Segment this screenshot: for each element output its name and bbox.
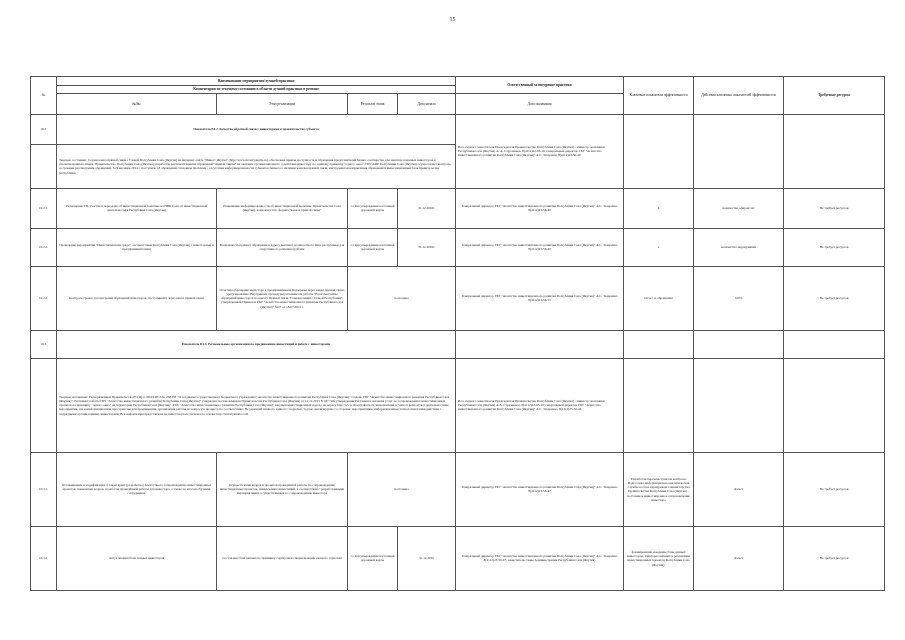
comment-row xyxy=(31,358,885,452)
stage-responsible: Генеральный директор ГБУ "Агентство инвестиционного развития Республики Саха (Якутия)" А.С. Захаренко 8(4112)23-56-51 xyxy=(456,266,624,330)
resources: Не требует ресурсов xyxy=(784,266,885,330)
kpi-value: формирование и ведение базы данных инвесторов, заинтересованных в реализации инвестиционных проектов Республики Саха (Якутия). xyxy=(624,526,694,590)
header-start-date: Дата начала xyxy=(398,94,456,115)
start-date: постоянно xyxy=(348,266,456,330)
stage-responsible: Генеральный директор ГБУ "Агентство инвестиционного развития Республики Саха (Якутия)" А.С. Захаренко 8(4112)23-56-47, заместитель главы Администрации Республики Саха (Якутия) xyxy=(456,526,624,590)
kpi-value: Отчет за обращения xyxy=(624,266,694,330)
actual-kpi: Да/нет xyxy=(694,452,784,526)
stage-result: Возможность прямого обращения к адресу высшего должностного лица республики для оперативного решения проблем xyxy=(217,228,348,266)
header-actual-kpi: Действия ключевых показателей эффективности xyxy=(694,77,784,115)
current-state-comment: Текущее состояние: Создан канал прямой связи с Главой Республики Саха (Якутия) на интернет-сайте "Инвест Якутия" (http://www.investyakutia.ru), обеспечена прямая доступность и обращения представителей бизнес-сообщества для заинтересованных инвесторов к уполномоченным лицам. Правительство Республики Саха (Якутия) разработан регламент приема обращений "прямой линии" на оказание организационного содействия инвестору по единому принципу "одного окна". ГБУ АИР Республики Саха (Якутия) осуществляет контроль за сроками рассмотрения обращений. За 9 месяцев 2014 г. поступило 18 обращений. Основная проблема - отсутствие информированности субъектов бизнеса о наличии каналов прямой связи, инструментов направления обращений в инвестиционный блок правительства республики. xyxy=(57,144,456,188)
start-date: со дня утверждения настоящей дорожной карты xyxy=(348,228,398,266)
stage-name: Отслеживание и модификация, а также аудит (разработка) Агентства по сопровождению инвестиционных проектов, повышение кадров, по итогам проведённой работы для инвестора, а также по итогам обучения сотрудников. xyxy=(57,452,217,526)
stage-responsible: Генеральный директор ГБУ "Агентство инвестиционного развития Республики Саха (Якутия)" А.С. Захаренко 8(4112)23-56-40 xyxy=(456,188,624,228)
row-id: 10.2.2. xyxy=(31,228,57,266)
header-event-name: Наименование мероприятия/лучшей практики xyxy=(57,77,456,86)
actual-kpi: количество эфиров/лет xyxy=(694,188,784,228)
row-id: 10.3. xyxy=(31,330,57,358)
stage-result: Повышение информированности об инвестиционной политике Правительства Саха (Якутия), возможностях, формах "канала прямой связи" xyxy=(217,188,348,228)
section-row xyxy=(31,330,885,358)
page-number: 15 xyxy=(449,17,456,23)
stage-name: Актуализация базы данных инвесторов xyxy=(57,526,217,590)
kpi-value: 1 xyxy=(624,228,694,266)
start-date: со дня утверждения настоящей дорожной карты xyxy=(348,526,398,590)
header-responsible: Ответственный за внедрение практики xyxy=(456,77,624,94)
kpi-value: 4 xyxy=(624,188,694,228)
actual-kpi: количество мероприятий xyxy=(694,228,784,266)
resources: Не требует ресурсов xyxy=(784,452,885,526)
header-num: № xyxy=(31,77,57,115)
resources: Не требует ресурсов xyxy=(784,188,885,228)
header-resources: Требуемые ресурсы xyxy=(784,77,885,115)
header-stage-name: Этап реализации xyxy=(217,94,348,115)
row-id: 10.3.1. xyxy=(31,452,57,526)
section-row xyxy=(31,114,885,144)
row-id: 10.2.3. xyxy=(31,266,57,330)
start-date: постоянно xyxy=(348,452,456,526)
start-date: со дня утверждения настоящей дорожной карты xyxy=(348,188,398,228)
table-row xyxy=(31,228,885,266)
end-date: 31.12.2016г. xyxy=(398,188,456,228)
end-date: 31.12.2016 xyxy=(398,526,456,590)
header-stage-result: Результат этапа xyxy=(348,94,398,115)
section-responsible: Илл. первого заместителя Председателя Правительства Республики Саха (Якутия) - министр экономики Республики Саха (Якутия) А.А. Струченков, 8(4112)42-03-10; генеральный директор ГБУ "Агентство инвестиционного развития Республики Саха (Якутия)" А.С. Захаренко, 8(4112)23-56-46 xyxy=(456,358,624,452)
section-responsible: Илл. первого заместителя Председателя Правительства Республики Саха (Якутия) - министр экономики Республики Саха (Якутия) А. А. Струченков, 8(4112)42-03-10; генеральный директор ГБУ "Агентство инвестиционного развития Республики Саха (Якутия)" А.С. Захаренко 8(4112)23-56-40 xyxy=(456,114,624,188)
kpi-value: Разработан перечень пунктов контроля. Подготовка информационно-аналитической службы на базе курирующего министерства Правительства Республики Саха (Якутия) - постоянное инвестиционное сопровождение инвестора xyxy=(624,452,694,526)
table-row xyxy=(31,266,885,330)
resources: Не требует ресурсов xyxy=(784,228,885,266)
table-row xyxy=(31,188,885,228)
row-id: 10.3.2. xyxy=(31,526,57,590)
stage-name: Размещение ТВ, участие в передачах об инвестиционной тематике на НВК Саха об инвестиционной деятельности в Республике Саха (Якутия) xyxy=(57,188,217,228)
stage-result: Осуществление кадров и проектов проведённой работы по сопровождению инвестиционных проектов, привлечению инвестиций, в соответствии с разработанными мероприятиями, осуществляемых по сопровождению инвестора xyxy=(217,452,348,526)
end-date: 31.12.2016г. xyxy=(398,228,456,266)
roadmap-table xyxy=(30,76,885,591)
actual-kpi: Да/нет xyxy=(694,526,784,590)
header-kpi: Ключевые показатели эффективности xyxy=(624,77,694,115)
stage-name: Контроль сроков рассмотрения обращений инвесторов, поступивших через канал прямой связи xyxy=(57,266,217,330)
actual-kpi: 100% xyxy=(694,266,784,330)
resources: Не требует ресурсов xyxy=(784,526,885,590)
current-state-comment: Текущее положение: Распоряжением Правительства РС(Я) от 08.04.2013 № 268-РП "О создании государственного бюджетного учреждения "Агентство инвестиционного развития Республики Саха (Якутия)" создано ГБУ "Агентство инвестиционного развития Республики Саха (Якутия)". Регламент работы ГБУ "Агентство инвестиционного развития Республики Саха (Якутия)" утвержден постановлением Правительства Республики Саха (Якутия) от 12.12.2013 N 437 "Об утверждении Регламента оказания услуг по сопровождению инвестиционных проектов по принципу "одного окна" на территории Республики Саха (Якутия)". ГБУ "Агентство инвестиционного развития Республики Саха (Якутия)" запущен инвестиционный портал по адресу http://www.investyakutia.ru, включающий в "окно в регион" все деятельностные мероприятия, где в информационном пространстве для продвижения, организация работы по вопросу в процессе по соответствию. Не удающий немного единого: подробно, трудно анализируемо со стороны: мероприятиям, информационные технологии взаимодействия с подрядными организациями, инвесторами. Вся информация представлена на инвестпортале региона по ссылке http://investyakutia.com xyxy=(57,358,456,452)
row-id: 10.2. xyxy=(31,114,57,144)
table-row xyxy=(31,526,885,590)
table-row xyxy=(31,452,885,526)
stage-responsible: Генеральный директор ГБУ "Агентство инвестиционного развития Республики Саха (Якутия)" А.С. Захаренко 8(4112)23-56-47 xyxy=(456,452,624,526)
header-sub-num: №/№ xyxy=(57,94,217,115)
header-comments: Комментарии по текущему состоянию в области лучшей практики в регионе xyxy=(57,86,456,94)
section-title: Показатель Б3.3. Региональные организации по продвижению инвестиций и работе с инвесторами xyxy=(57,330,456,358)
stage-responsible: Генеральный директор ГБУ "Агентство инвестиционного развития Республики Саха (Якутия)" А.С. Захаренко 8(4112)23-56-40 xyxy=(456,228,624,266)
stage-result: Составлена база данных по принципу сортировки специализаций, связи по отраслям xyxy=(217,526,348,590)
header-end-date: Дата окончания xyxy=(456,94,624,115)
stage-result: Отчетная обращение инвестора к предприимчивой поддержке через канал прямой связи, урегулирование. Внутренних процедуры регламентом работы "В рассмотрение обращений инвесторов по каналу Прямой связи "Горячая линия с Главой Республики", утвержденный Приказом ГБУ "Агентство инвестиционного развития Республики Саха (Якутия)" №27 от 18.07.2014 г. xyxy=(217,266,348,330)
stage-name: Проведение мероприятия "Инвестиционная среда" - встреч Главы Республики Саха (Якутия) с инвесторами и предпринимателями xyxy=(57,228,217,266)
section-title: Показатель Б4.2. Качество обратной связи с инвесторами в правительстве субъекта xyxy=(57,114,456,144)
row-id: 10.2.1. xyxy=(31,188,57,228)
